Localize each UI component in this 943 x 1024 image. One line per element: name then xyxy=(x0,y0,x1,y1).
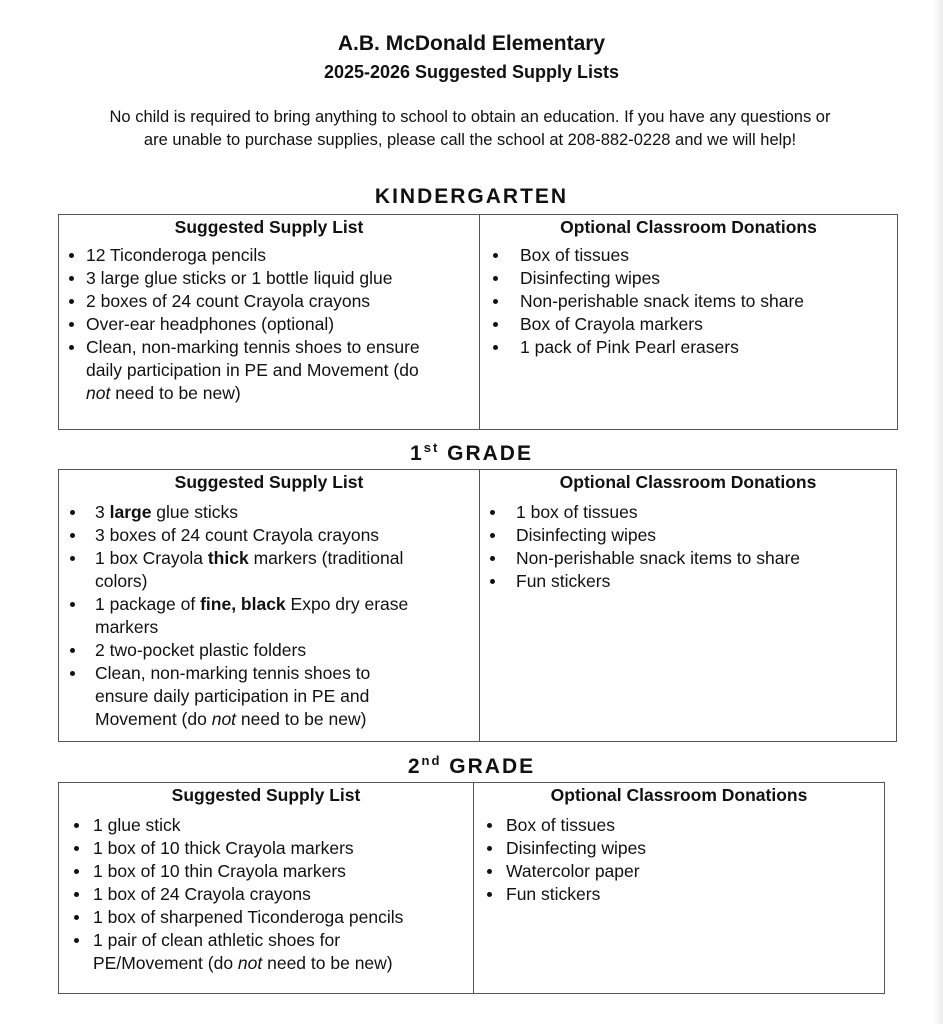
list-item: 1 box of 24 Crayola crayons xyxy=(59,883,473,906)
list-item: 2 boxes of 24 count Crayola crayons xyxy=(59,290,479,313)
list-item: 1 box of 10 thin Crayola markers xyxy=(59,860,473,883)
list-item: Non-perishable snack items to share xyxy=(480,290,897,313)
list-item: 1 package of fine, black Expo dry erase markers xyxy=(59,593,479,639)
list-item-shoes: Clean, non-marking tennis shoes to ensure daily participation in PE and Movement (do not need to be new) xyxy=(59,662,479,731)
notice-line-1: No child is required to bring anything to school to obtain an education. If you have any questions or xyxy=(109,108,831,126)
list-item: 1 box of tissues xyxy=(480,501,896,524)
list-item: Watercolor paper xyxy=(474,860,884,883)
list-item: Non-perishable snack items to share xyxy=(480,547,896,570)
list-item: 2 two-pocket plastic folders xyxy=(59,639,479,662)
kindergarten-donations-header: Optional Classroom Donations xyxy=(560,217,817,237)
second-grade-heading: 2nd GRADE xyxy=(407,753,536,778)
list-item: 1 pack of Pink Pearl erasers xyxy=(480,336,897,359)
list-item: Over-ear headphones (optional) xyxy=(59,313,479,336)
kindergarten-table xyxy=(58,214,898,430)
second-grade-supply-column xyxy=(59,783,474,993)
first-grade-donations-header: Optional Classroom Donations xyxy=(559,472,817,492)
list-item-shoes: Clean, non-marking tennis shoes to ensure daily participation in PE and Movement (do not need to be new) xyxy=(59,336,479,405)
list-item: Box of tissues xyxy=(474,814,884,837)
notice-line-2: are unable to purchase supplies, please call the school at 208-882-0228 and we will help! xyxy=(143,131,797,149)
first-grade-heading: 1st GRADE xyxy=(410,440,533,465)
list-item: 3 large glue sticks xyxy=(59,501,479,524)
first-grade-supply-header: Suggested Supply List xyxy=(174,472,364,492)
second-grade-donations-header: Optional Classroom Donations xyxy=(550,785,808,805)
first-grade-donations-column xyxy=(480,470,896,741)
list-item: Disinfecting wipes xyxy=(480,524,896,547)
list-item: 12 Ticonderoga pencils xyxy=(59,244,479,267)
first-grade-supply-list xyxy=(59,501,479,731)
second-grade-donations-column xyxy=(474,783,884,993)
kindergarten-supply-list xyxy=(59,244,479,405)
first-grade-supply-column xyxy=(59,470,480,741)
kindergarten-heading: KINDERGARTEN xyxy=(374,185,569,208)
notice-text xyxy=(60,106,880,152)
kindergarten-donations-list xyxy=(480,244,897,359)
second-grade-donations-list xyxy=(474,814,884,906)
list-item: Fun stickers xyxy=(480,570,896,593)
second-grade-table xyxy=(58,782,885,994)
list-item: 1 box of sharpened Ticonderoga pencils xyxy=(59,906,473,929)
school-name: A.B. McDonald Elementary xyxy=(337,32,606,55)
list-item: 1 box Crayola thick markers (traditional colors) xyxy=(59,547,479,593)
list-item-shoes: 1 pair of clean athletic shoes for PE/Movement (do not need to be new) xyxy=(59,929,473,975)
kindergarten-supply-header: Suggested Supply List xyxy=(174,217,364,237)
page-edge-shadow xyxy=(933,0,943,1024)
list-item: 1 glue stick xyxy=(59,814,473,837)
second-grade-supply-header: Suggested Supply List xyxy=(171,785,361,805)
list-item: Box of tissues xyxy=(480,244,897,267)
list-item: 3 large glue sticks or 1 bottle liquid glue xyxy=(59,267,479,290)
first-grade-donations-list xyxy=(480,501,896,593)
list-item: Fun stickers xyxy=(474,883,884,906)
list-item: Disinfecting wipes xyxy=(474,837,884,860)
list-item: Disinfecting wipes xyxy=(480,267,897,290)
kindergarten-donations-column xyxy=(480,215,897,429)
second-grade-supply-list xyxy=(59,814,473,975)
list-item: Box of Crayola markers xyxy=(480,313,897,336)
list-item: 1 box of 10 thick Crayola markers xyxy=(59,837,473,860)
supply-list-title: 2025-2026 Suggested Supply Lists xyxy=(323,62,620,82)
first-grade-table xyxy=(58,469,897,742)
list-item: 3 boxes of 24 count Crayola crayons xyxy=(59,524,479,547)
kindergarten-supply-column xyxy=(59,215,480,429)
